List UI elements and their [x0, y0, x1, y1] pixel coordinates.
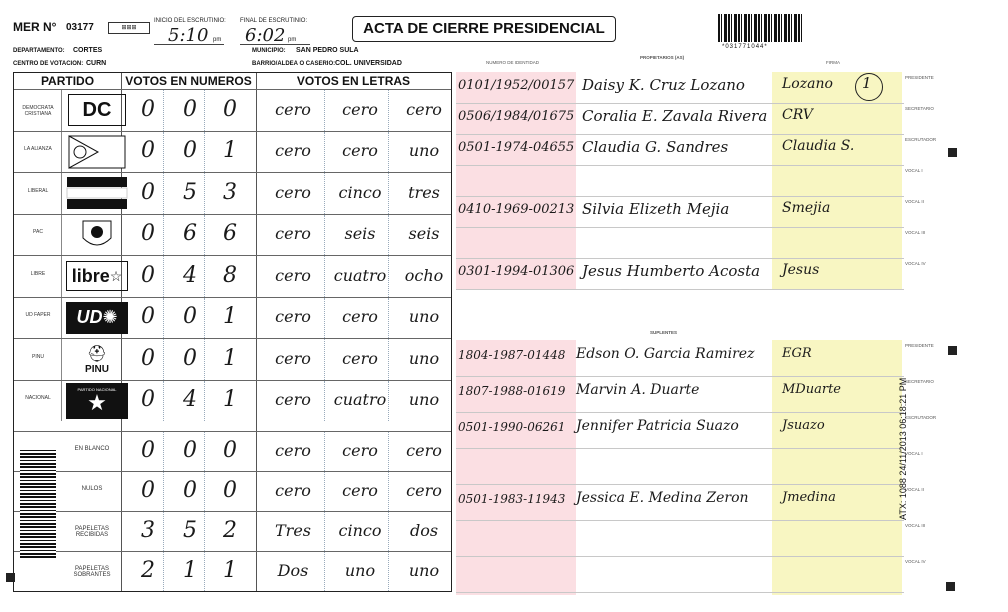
role-label: VOCAL II [905, 487, 924, 492]
total-label: EN BLANCO [74, 446, 110, 452]
row-line [456, 412, 904, 413]
word-cell: tres [408, 182, 440, 202]
inicio-label: INICIO DEL ESCRUTINIO: [154, 18, 226, 24]
word-cell: cero [342, 307, 378, 327]
logo-divider [61, 256, 62, 297]
identity-number: 0501-1974-04655 [458, 140, 575, 155]
role-label: PRESIDENTE [905, 343, 934, 348]
header-votos-numeros: VOTOS EN NUMEROS [125, 74, 252, 88]
party-name: PINU [32, 353, 44, 360]
party-row [14, 255, 451, 297]
centro-label: CENTRO DE VOTACION: [13, 61, 84, 67]
word-cell: cero [275, 224, 311, 244]
word-cell: uno [408, 307, 440, 327]
form-title: ACTA DE CIERRE PRESIDENCIAL [363, 20, 605, 37]
libre-logo-text: libre [71, 265, 110, 286]
digit-cell: 0 [141, 345, 155, 371]
party-row [14, 297, 451, 339]
total-row [14, 511, 451, 551]
role-label: VOCAL I [905, 168, 923, 173]
row-line [456, 227, 904, 228]
final-underline [240, 44, 310, 45]
identity-number: 0506/1984/01675 [458, 109, 575, 124]
identity-number: 0101/1952/00157 [458, 78, 575, 93]
signature: Claudia S. [782, 138, 855, 154]
signature: Jesus [782, 262, 820, 278]
role-label: ESCRUTADOR [905, 415, 937, 420]
digit-cell: 1 [183, 558, 197, 583]
pac-logo-icon [77, 218, 117, 252]
identity-number: 0501-1983-11943 [458, 492, 566, 506]
digit-cell: 0 [183, 345, 197, 371]
party-logo [61, 90, 133, 131]
word-cell: cero [406, 441, 442, 460]
member-name: Silvia Elizeth Mejia [582, 200, 730, 218]
word-cell: cuatro [333, 390, 387, 410]
signature: Jmedina [782, 490, 836, 505]
member-name: Edson O. Garcia Ramirez [576, 346, 755, 362]
digit-cell: 0 [183, 478, 197, 503]
identity-number: 1804-1987-01448 [458, 348, 566, 362]
member-name: Jesus Humberto Acosta [582, 262, 761, 280]
form-title-box [352, 16, 616, 42]
inicio-underline [154, 44, 224, 45]
row-number: 1 [862, 74, 872, 92]
firma-header: FIRMA [826, 60, 840, 65]
role-label: VOCAL III [905, 230, 926, 235]
centro-value: CURN [86, 60, 107, 67]
total-label: PAPELETAS RECIBIDAS [74, 526, 110, 538]
suplentes-header: SUPLENTES [650, 330, 678, 335]
digit-cell: 6 [223, 221, 237, 247]
top-barcode [718, 14, 802, 42]
digit-cell: 1 [223, 387, 237, 413]
final-label: FINAL DE ESCRUTINIO: [240, 18, 308, 24]
word-cell: cuatro [333, 265, 387, 285]
word-cell: cero [342, 141, 378, 161]
identidad-header: NUMERO DE IDENTIDAD [486, 60, 540, 65]
barrio-value: COL. UNIVERSIDAD [335, 60, 402, 67]
digit-cell: 0 [223, 96, 237, 122]
identity-number: 0501-1990-06261 [458, 420, 566, 434]
word-cell: cero [275, 441, 311, 460]
party-name: LA ALIANZA [24, 146, 52, 153]
role-label: VOCAL I [905, 451, 923, 456]
word-cell: seis [408, 224, 440, 244]
role-label: VOCAL III [905, 523, 926, 528]
municipio-label: MUNICIPIO: [252, 48, 286, 54]
dc-logo-text: DC [82, 98, 112, 121]
logo-divider [61, 215, 62, 256]
digit-cell: 0 [141, 96, 155, 122]
signature: Smejia [782, 200, 831, 216]
total-label: PAPELETAS SOBRANTES [73, 566, 111, 578]
ud-logo-text: UD [76, 307, 103, 328]
digit-cell: 3 [223, 179, 237, 205]
logo-divider [61, 90, 62, 131]
member-name: Jessica E. Medina Zeron [576, 490, 749, 506]
word-cell: Dos [277, 561, 309, 580]
marker-square [6, 573, 15, 582]
row-line [456, 376, 904, 377]
logo-divider [61, 339, 62, 380]
digit-cell: 0 [141, 262, 155, 288]
role-label: VOCAL IV [905, 261, 926, 266]
total-row [14, 471, 451, 511]
digit-cell: 0 [183, 304, 197, 330]
word-cell: cinco [338, 182, 382, 202]
party-row [14, 131, 451, 173]
header-partido: PARTIDO [40, 74, 95, 88]
digit-cell: 0 [141, 387, 155, 413]
digit-cell: 1 [223, 304, 237, 330]
word-cell: cero [406, 99, 442, 119]
role-label: SECRETARIO [905, 106, 934, 111]
votes-table [13, 72, 452, 592]
digit-cell: 8 [223, 262, 237, 288]
member-name: Jennifer Patricia Suazo [576, 418, 739, 434]
role-label: ESCRUTADOR [905, 137, 937, 142]
digit-cell: 0 [183, 138, 197, 164]
word-cell: uno [408, 348, 440, 368]
word-cell: cero [275, 182, 311, 202]
departamento-label: DEPARTAMENTO: [13, 48, 65, 54]
mer-small-logo: ⊞⊞⊞ [108, 22, 150, 34]
word-cell: dos [409, 521, 439, 540]
pinu-logo-text: PINU [85, 363, 109, 375]
party-logo [61, 173, 133, 214]
word-cell: cero [342, 481, 378, 500]
party-logo: PARTIDO NACIONAL ★ [61, 381, 133, 422]
member-name: Daisy K. Cruz Lozano [582, 76, 745, 94]
number-circle [855, 73, 883, 101]
row-line [456, 165, 904, 166]
party-row [14, 172, 451, 214]
party-logo [61, 132, 133, 173]
party-name: LIBRE [30, 270, 46, 277]
party-name: UD FAPER [25, 312, 51, 319]
word-cell: uno [344, 561, 376, 580]
identity-number: 1807-1988-01619 [458, 384, 566, 398]
word-cell: cero [342, 348, 378, 368]
logo-divider [61, 298, 62, 339]
word-cell: cero [275, 307, 311, 327]
total-row [14, 551, 451, 591]
member-name: Claudia G. Sandres [582, 138, 729, 156]
row-line [456, 134, 904, 135]
word-cell: cero [342, 441, 378, 460]
row-line [456, 289, 904, 290]
digit-cell: 0 [183, 438, 197, 463]
digit-cell: 5 [183, 518, 197, 543]
logo-divider [61, 173, 62, 214]
party-name: LIBERAL [27, 187, 49, 194]
digit-cell: 0 [141, 138, 155, 164]
digit-cell: 0 [141, 221, 155, 247]
liberal-flag-icon [66, 176, 128, 210]
role-label: SECRETARIO [905, 379, 934, 384]
word-cell: uno [408, 561, 440, 580]
digit-cell: 0 [141, 478, 155, 503]
row-line [456, 556, 904, 557]
departamento-value: CORTES [73, 47, 103, 54]
row-line [456, 103, 904, 104]
side-barcode [20, 448, 56, 558]
signature: CRV [782, 107, 813, 123]
party-row [14, 214, 451, 256]
mer-number: 03177 [66, 22, 94, 33]
digit-cell: 1 [223, 558, 237, 583]
digit-cell: 4 [183, 387, 197, 413]
member-name: Marvin A. Duarte [576, 382, 700, 398]
party-logo: UD ✺ [61, 298, 133, 339]
row-line [456, 196, 904, 197]
word-cell: uno [408, 141, 440, 161]
digit-cell: 0 [183, 96, 197, 122]
propietarios-header: PROPIETARIOS (AS) [640, 55, 685, 60]
total-row [14, 431, 451, 471]
word-cell: cero [275, 348, 311, 368]
barcode-number: *031771044* [722, 44, 768, 50]
marker-square [948, 148, 957, 157]
inicio-value: 5:10 [168, 25, 209, 46]
final-unit: pm [288, 37, 297, 43]
signature: MDuarte [782, 382, 841, 397]
party-logo [61, 215, 133, 256]
alianza-flag-icon [68, 135, 126, 169]
marker-square [946, 582, 955, 591]
party-name: PAC [33, 229, 43, 236]
word-cell: cinco [338, 521, 382, 540]
word-cell: ocho [404, 265, 444, 285]
digit-cell: 3 [141, 518, 155, 543]
nacional-logo-text: PARTIDO NACIONAL [77, 387, 117, 393]
digit-cell: 2 [223, 518, 237, 543]
digit-cell: 0 [223, 438, 237, 463]
marker-square [948, 346, 957, 355]
word-cell: seis [344, 224, 376, 244]
digit-cell: 5 [183, 179, 197, 205]
signature: Lozano [782, 76, 833, 92]
municipio-value: SAN PEDRO SULA [296, 47, 359, 54]
digit-cell: 4 [183, 262, 197, 288]
word-cell: cero [275, 481, 311, 500]
word-cell: cero [275, 99, 311, 119]
signature: EGR [782, 346, 812, 361]
role-label: VOCAL IV [905, 559, 926, 564]
row-line [456, 520, 904, 521]
word-cell: Tres [275, 521, 311, 540]
word-cell: cero [342, 99, 378, 119]
identity-number: 0410-1969-00213 [458, 202, 575, 217]
role-label: VOCAL II [905, 199, 924, 204]
digit-cell: 0 [141, 179, 155, 205]
logo-divider [61, 381, 62, 422]
party-name: NACIONAL [25, 395, 51, 402]
digit-cell: 0 [141, 304, 155, 330]
role-label: PRESIDENTE [905, 75, 934, 80]
party-row [14, 380, 451, 422]
row-line [456, 258, 904, 259]
digit-cell: 0 [223, 478, 237, 503]
logo-divider [61, 132, 62, 173]
party-row [14, 89, 451, 131]
digit-cell: 6 [183, 221, 197, 247]
signature: Jsuazo [782, 418, 825, 433]
inicio-unit: pm [213, 37, 222, 43]
word-cell: uno [408, 390, 440, 410]
identity-number: 0301-1994-01306 [458, 264, 575, 279]
word-cell: cero [275, 265, 311, 285]
digit-cell: 2 [141, 558, 155, 583]
digit-cell: 1 [223, 138, 237, 164]
row-line [456, 484, 904, 485]
party-name: DEMOCRATA CRISTIANA [22, 104, 54, 117]
final-value: 6:02 [245, 25, 286, 46]
digit-cell: 0 [141, 438, 155, 463]
digit-cell: 1 [223, 345, 237, 371]
total-label: NULOS [81, 486, 103, 492]
party-logo: ⛑ PINU [85, 345, 109, 375]
member-name: Coralia E. Zavala Rivera [582, 107, 768, 125]
row-line [456, 448, 904, 449]
mer-label: MER N° [13, 20, 57, 34]
side-stamp: ATX: 1088 24/11/2013 06:18:21 PM [898, 377, 908, 520]
header-votos-letras: VOTOS EN LETRAS [296, 74, 411, 88]
word-cell: cero [406, 481, 442, 500]
barrio-label: BARRIO/ALDEA O CASERIO: [252, 61, 336, 67]
party-row [14, 338, 451, 380]
word-cell: cero [275, 141, 311, 161]
party-logo: libre ☆ [61, 256, 133, 297]
word-cell: cero [275, 390, 311, 410]
row-line [456, 592, 904, 593]
